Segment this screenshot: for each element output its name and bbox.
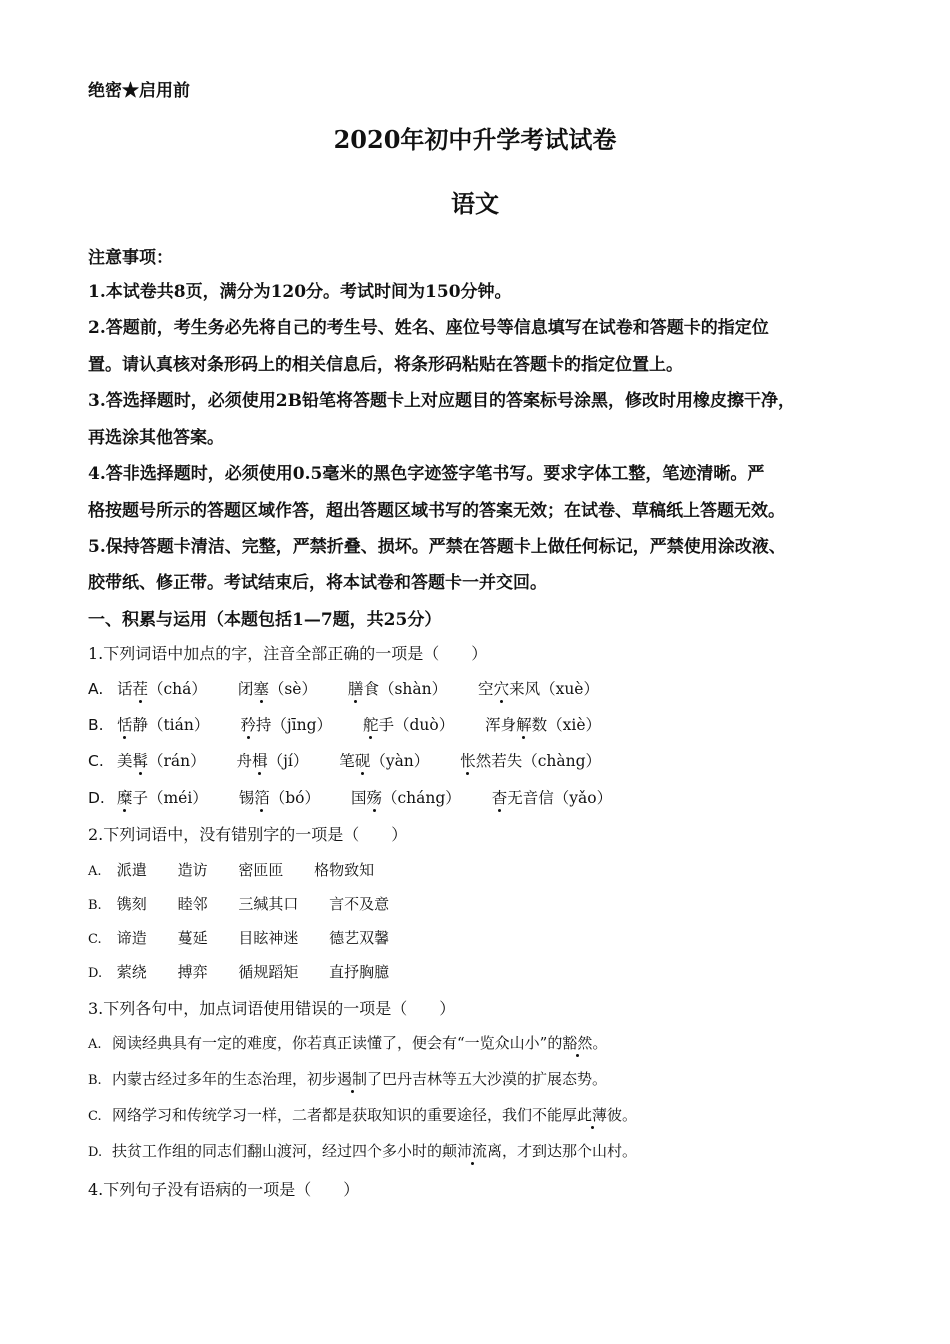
- question-2-stem: 2.下列词语中，没有错别字的一项是（ ）: [88, 825, 408, 844]
- section-heading: 一、积累与运用（本题包括1—7题，共25分）: [88, 610, 442, 630]
- option-item: 膳食（shàn）: [347, 680, 448, 698]
- option-label: C.: [88, 932, 102, 947]
- option-item: 格物致知: [314, 861, 375, 879]
- question-3-stem: 3.下列各句中，加点词语使用错误的一项是（ ）: [88, 999, 456, 1018]
- option-item: 恬静（tián）: [116, 716, 210, 734]
- exam-title: 2020年初中升学考试试卷: [333, 125, 617, 154]
- option-item: 搏弈: [177, 963, 208, 981]
- option-item: 密匝匝: [238, 861, 284, 879]
- question-2-option-b: [88, 893, 415, 914]
- notes-line: 4.答非选择题时，必须使用0.5毫米的黑色字迹签字笔书写。要求字体工整，笔迹清晰。严: [88, 464, 765, 484]
- option-item: 空穴来风（xuè）: [478, 680, 599, 698]
- notes-line: 置。请认真核对条形码上的相关信息后，将条形码粘贴在答题卡的指定位置上。: [88, 355, 683, 375]
- option-label: C.: [88, 752, 104, 770]
- option-label: B.: [88, 898, 102, 913]
- option-item: 舟楫（jí）: [236, 752, 309, 770]
- option-label: D.: [88, 966, 103, 981]
- option-label: A.: [88, 1037, 102, 1052]
- dotted-phrase: 遏制: [337, 1070, 368, 1088]
- option-item: 造访: [177, 861, 208, 879]
- question-1-stem: 1.下列词语中加点的字，注音全部正确的一项是（ ）: [88, 644, 488, 663]
- option-item: 直抒胸臆: [329, 963, 390, 981]
- subject-title: 语文: [451, 189, 499, 218]
- option-item: 三缄其口: [238, 895, 299, 913]
- question-3-option-a: A. 阅读经典具有一定的难度，你若真正读懂了，便会有“一览众山小”的豁然。: [88, 1034, 608, 1052]
- option-item: 怅然若失（chàng）: [460, 752, 602, 770]
- question-1-option-a: [88, 677, 625, 699]
- option-item: 锡箔（bó）: [238, 789, 321, 807]
- option-item: 德艺双馨: [329, 929, 390, 947]
- notes-line: 3.答选择题时，必须使用2B铅笔将答题卡上对应题目的答案标号涂黑，修改时用橡皮擦干净，: [88, 391, 795, 411]
- question-1-option-b: [88, 713, 627, 735]
- option-item: 矜持（jīng）: [240, 716, 332, 734]
- question-1-option-d: [88, 786, 638, 808]
- option-item: 循规蹈矩: [238, 963, 299, 981]
- notes-line: 格按题号所示的答题区域作答，超出答题区域书写的答案无效；在试卷、草稿纸上答题无效。: [88, 501, 785, 521]
- option-label: D.: [88, 1145, 103, 1160]
- question-3-option-b: B. 内蒙古经过多年的生态治理，初步遏制了巴丹吉林等五大沙漠的扩展态势。: [88, 1070, 608, 1088]
- option-label: C.: [88, 1109, 102, 1124]
- option-item: 蔓延: [177, 929, 208, 947]
- question-3-option-d: D. 扶贫工作组的同志们翻山渡河，经过四个多小时的颠沛流离，才到达那个山村。: [88, 1142, 638, 1160]
- question-3-option-c: C. 网络学习和传统学习一样，二者都是获取知识的重要途径，我们不能厚此薄彼。: [88, 1106, 638, 1124]
- option-item: 国殇（cháng）: [350, 789, 461, 807]
- question-2-option-c: [88, 927, 415, 948]
- notes-line: 再选涂其他答案。: [88, 428, 224, 448]
- notes-line: 5.保持答题卡清洁、完整，严禁折叠、损坏。严禁在答题卡上做任何标记，严禁使用涂改液、: [88, 537, 786, 557]
- option-item: 笔砚（yàn）: [339, 752, 430, 770]
- option-label: A.: [88, 680, 104, 698]
- dotted-phrase: 厚此薄彼: [562, 1106, 623, 1124]
- option-item: 舵手（duò）: [362, 716, 455, 734]
- option-item: 言不及意: [329, 895, 390, 913]
- notes-line: 2.答题前，考生务必先将自己的考生号、姓名、座位号等信息填写在试卷和答题卡的指定位: [88, 318, 769, 338]
- dotted-phrase: 颠沛流离: [442, 1142, 503, 1160]
- question-1-option-c: [88, 749, 627, 771]
- option-item: 杳无音信（yǎo）: [491, 789, 613, 807]
- confidential-label: 绝密★启用前: [88, 81, 190, 101]
- question-2-option-d: [88, 961, 415, 982]
- option-item: 派遣: [116, 861, 147, 879]
- option-item: 糜子（méi）: [116, 789, 208, 807]
- option-item: 闭塞（sè）: [237, 680, 317, 698]
- option-label: A.: [88, 864, 102, 879]
- option-item: 镌刻: [116, 895, 147, 913]
- option-item: 谛造: [116, 929, 147, 947]
- option-label: B.: [88, 716, 104, 734]
- question-4-stem: 4.下列句子没有语病的一项是（ ）: [88, 1180, 360, 1199]
- option-item: 睦邻: [177, 895, 208, 913]
- question-2-option-a: [88, 859, 400, 880]
- option-item: 浑身解数（xiè）: [485, 716, 602, 734]
- option-item: 美髯（rán）: [116, 752, 206, 770]
- option-label: D.: [88, 789, 105, 807]
- notes-line: 1.本试卷共8页，满分为120分。考试时间为150分钟。: [88, 282, 512, 302]
- notes-heading: 注意事项：: [88, 248, 173, 268]
- dotted-phrase: 豁然: [562, 1034, 593, 1052]
- option-item: 萦绕: [116, 963, 147, 981]
- option-label: B.: [88, 1073, 102, 1088]
- option-item: 目眩神迷: [238, 929, 299, 947]
- option-item: 话茬（chá）: [116, 680, 207, 698]
- notes-line: 胶带纸、修正带。考试结束后，将本试卷和答题卡一并交回。: [88, 573, 547, 593]
